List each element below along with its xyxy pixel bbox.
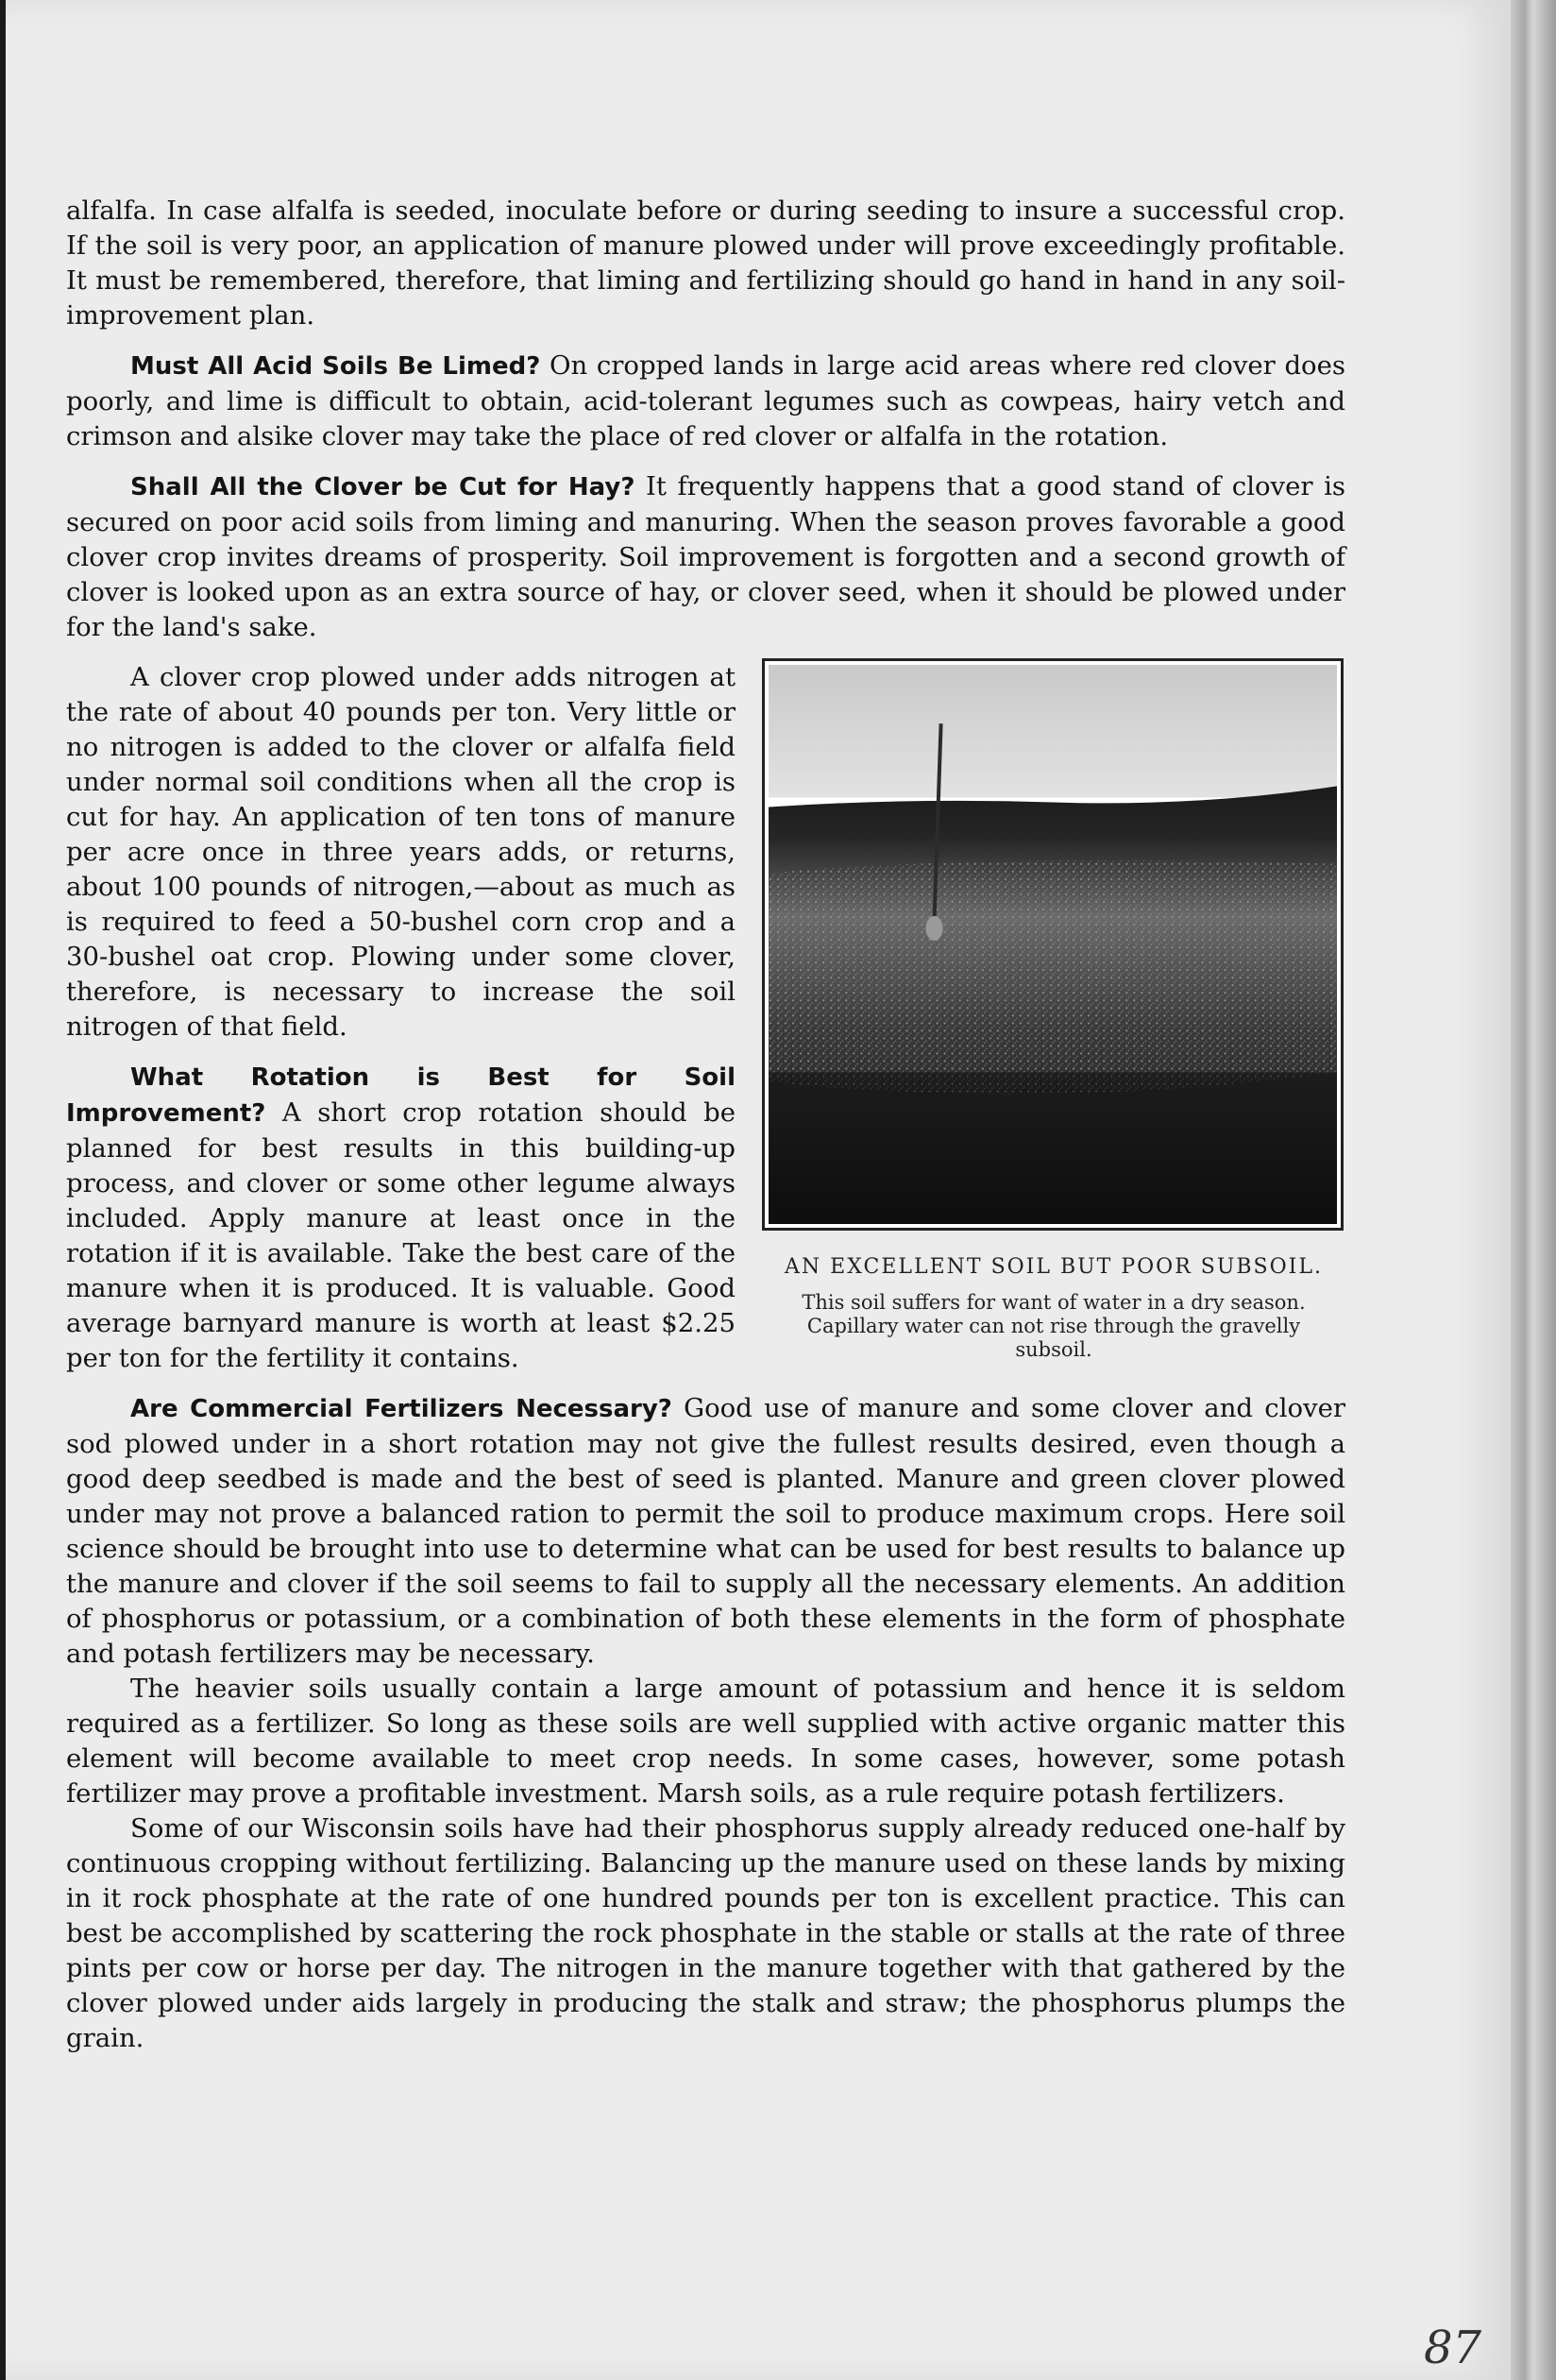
figure-caption-body: This soil suffers for want of water in a dry season. Capillary water can not rise through the gravelly subsoil. xyxy=(802,1291,1306,1361)
soil-photograph xyxy=(762,658,1344,1231)
figure-soil-photo xyxy=(762,658,1345,1362)
heading-fertilizers: Are Commercial Fertilizers Necessary? xyxy=(130,1395,672,1423)
paragraph-clover-hay-intro xyxy=(66,469,1345,645)
paragraph-phosphorus: Some of our Wisconsin soils have had their phosphorus supply already reduced one-half by continuous cropping without fertilizing. Balancing up the manure used on these lands by mixing in it rock phosphate at the rate of one hundred pounds per ton is excellent practice. This can best be accomplished by scattering the rock phosphate in the stable or stalls at the rate of three pints per cow or horse per day. The nitrogen in the manure together with that gathered by the clover plowed under aids largely in producing the stalk and straw; the phosphorus plumps the grain. xyxy=(66,1813,1345,2053)
book-page-stack-edge xyxy=(1511,0,1556,2380)
paragraph-fertilizers-body: Good use of manure and some clover and clover sod plowed under in a short rotation may not give the fullest results desired, even though a good deep seedbed is made and the best of seed is planted. Manure and green clover plowed under may not prove a balanced ration to permit the soil to produce maximum crops. Here soil science should be brought into use to determine what can be used for best results to balance up the manure and clover if the soil seems to fail to supply all the necessary elements. An addition of phosphorus or potassium, or a combination of both these elements in the form of phosphate and potash fertilizers may be necessary. xyxy=(66,1393,1345,1669)
paragraph-acid-soils-body: On cropped lands in large acid areas where red clover does poorly, and lime is difficult to obtain, acid-tolerant legumes such as cowpeas, hairy vetch and crimson and alsike clover may take the place of red clover or alfalfa in the rotation. xyxy=(66,350,1345,451)
paragraph-rotation-body: A short crop rotation should be planned for best results in this building-up process, and clover or some other legume always included. Apply manure at least once in the rotation if it is available. Take the best care of the manure when it is produced. It is valuable. Good average barnyard manure is worth at least $2.25 per ton for the fertility it contains. xyxy=(66,1097,736,1373)
paragraph-clover-hay-body: It frequently happens that a good stand of clover is secured on poor acid soils from liming and manuring. When the season proves favorable a good clover crop invites dreams of prosperity. Soil improvement is forgotten and a second growth of clover is looked upon as an extra source of hay, or clover seed, when it should be plowed under for the land's sake. xyxy=(66,471,1345,642)
figure-caption-title: AN EXCELLENT SOIL BUT POOR SUBSOIL. xyxy=(785,1255,1323,1279)
heading-clover-hay: Shall All the Clover be Cut for Hay? xyxy=(130,473,635,502)
page-left-shadow xyxy=(0,0,6,2380)
soil-photo-image xyxy=(769,665,1337,1224)
paragraph-potassium: The heavier soils usually contain a large amount of potassium and hence it is seldom required as a fertilizer. So long as these soils are well supplied with active organic matter this element will become available to meet crop needs. In some cases, however, some potash fertilizer may prove a profitable investment. Marsh soils, as a rule require potash fertilizers. xyxy=(66,1674,1345,1809)
paragraph-alfalfa: alfalfa. In case alfalfa is seeded, inoculate before or during seeding to insure a successful crop. If the soil is very poor, an application of manure plowed under will prove exceedingly profitable. It must be remembered, therefore, that liming and fertilizing should go hand in hand in any soil-improvement plan. xyxy=(66,196,1345,331)
paragraph-fertilizers xyxy=(66,1391,1345,1672)
paragraph-acid-soils xyxy=(66,348,1345,454)
page-text xyxy=(66,194,1345,2056)
page-number: 87 xyxy=(1424,2321,1482,2374)
heading-rotation: What Rotation is Best for Soil Improvement? xyxy=(66,1063,736,1128)
heading-acid-soils: Must All Acid Soils Be Limed? xyxy=(130,352,541,381)
paragraph-nitrogen: A clover crop plowed under adds nitrogen at the rate of about 40 pounds per ton. Very little or no nitrogen is added to the clover or alfalfa field under normal soil conditions when all the crop is cut for hay. An application of ten tons of manure per acre once in three years adds, or returns, about 100 pounds of nitrogen,—about as much as is required to feed a 50-bushel corn crop and a 30-bushel oat crop. Plowing under some clover, therefore, is necessary to increase the soil nitrogen of that field. xyxy=(66,662,736,1042)
